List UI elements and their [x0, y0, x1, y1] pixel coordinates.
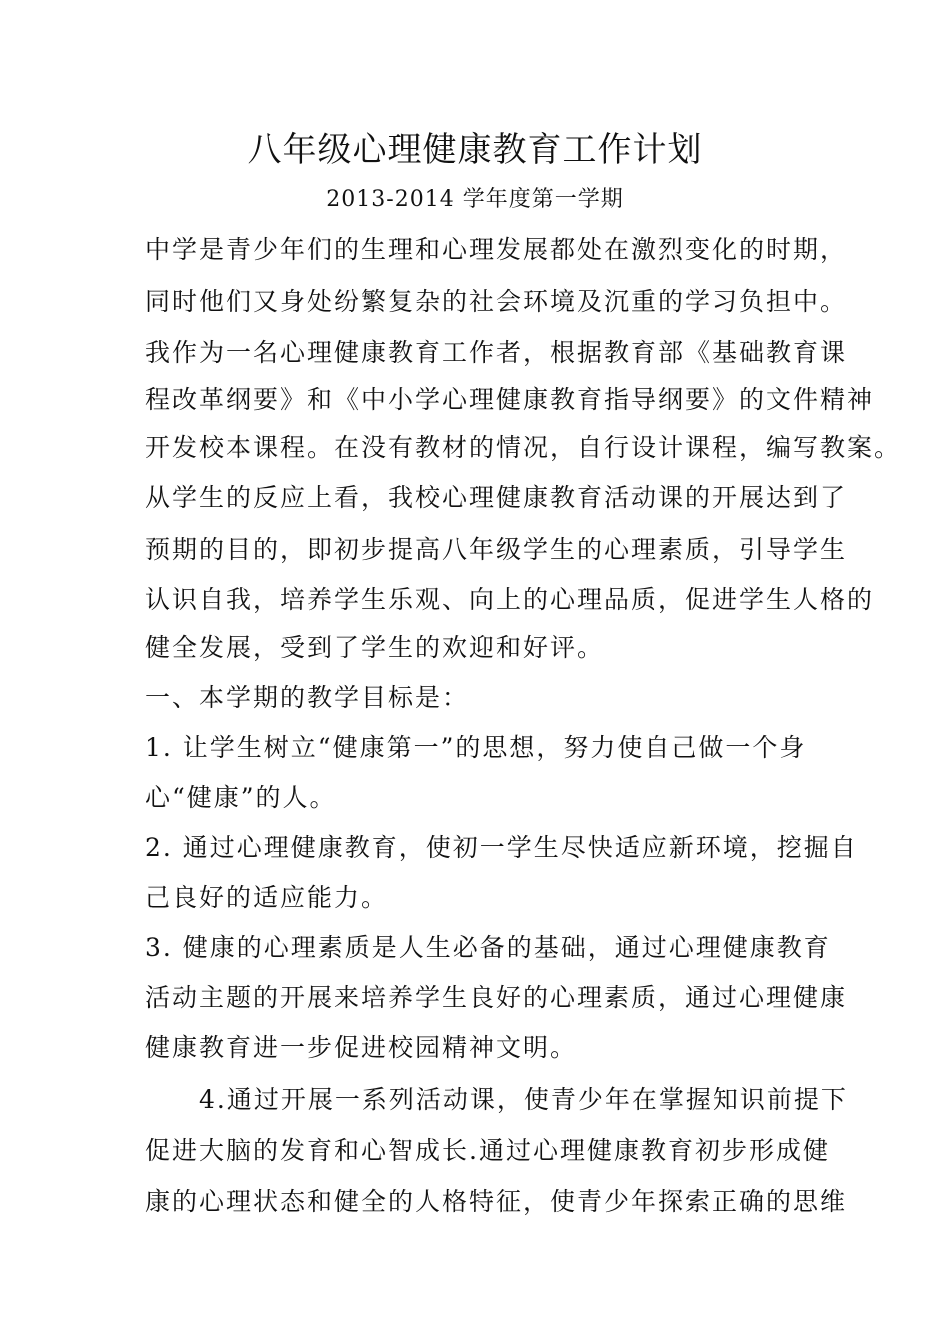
body-line: 预期的目的，即初步提高八年级学生的心理素质，引导学生	[145, 535, 848, 564]
body-line: 从学生的反应上看，我校心理健康教育活动课的开展达到了	[145, 483, 848, 512]
list-item-continuation: 促进大脑的发育和心智成长.通过心理健康教育初步形成健	[145, 1136, 830, 1165]
body-line: 同时他们又身处纷繁复杂的社会环境及沉重的学习负担中。	[145, 287, 848, 316]
body-line: 程改革纲要》和《中小学心理健康教育指导纲要》的文件精神	[145, 385, 875, 414]
list-item-continuation: 心“健康”的人。	[145, 783, 337, 812]
list-item: 2. 通过心理健康教育，使初一学生尽快适应新环境，挖掘自	[145, 833, 858, 862]
list-item: 4.通过开展一系列活动课，使青少年在掌握知识前提下	[199, 1085, 848, 1114]
list-item: 3. 健康的心理素质是人生必备的基础，通过心理健康教育	[145, 933, 831, 962]
body-line: 中学是青少年们的生理和心理发展都处在激烈变化的时期，	[145, 235, 848, 264]
document-title: 八年级心理健康教育工作计划	[247, 130, 703, 170]
body-line: 我作为一名心理健康教育工作者，根据教育部《基础教育课	[145, 338, 848, 367]
body-line: 开发校本课程。在没有教材的情况，自行设计课程，编写教案。	[145, 433, 902, 462]
list-item-continuation: 己良好的适应能力。	[145, 883, 389, 912]
section-heading: 一、本学期的教学目标是：	[145, 683, 470, 712]
list-item-continuation: 健康教育进一步促进校园精神文明。	[145, 1033, 578, 1062]
document-subtitle: 2013-2014 学年度第一学期	[326, 187, 624, 212]
list-item-continuation: 康的心理状态和健全的人格特征，使青少年探索正确的思维	[145, 1187, 848, 1216]
list-item-continuation: 活动主题的开展来培养学生良好的心理素质，通过心理健康	[145, 983, 848, 1012]
list-item: 1. 让学生树立“健康第一”的思想，努力使自己做一个身	[145, 733, 807, 762]
body-line: 认识自我，培养学生乐观、向上的心理品质，促进学生人格的	[145, 585, 875, 614]
body-line: 健全发展，受到了学生的欢迎和好评。	[145, 633, 605, 662]
